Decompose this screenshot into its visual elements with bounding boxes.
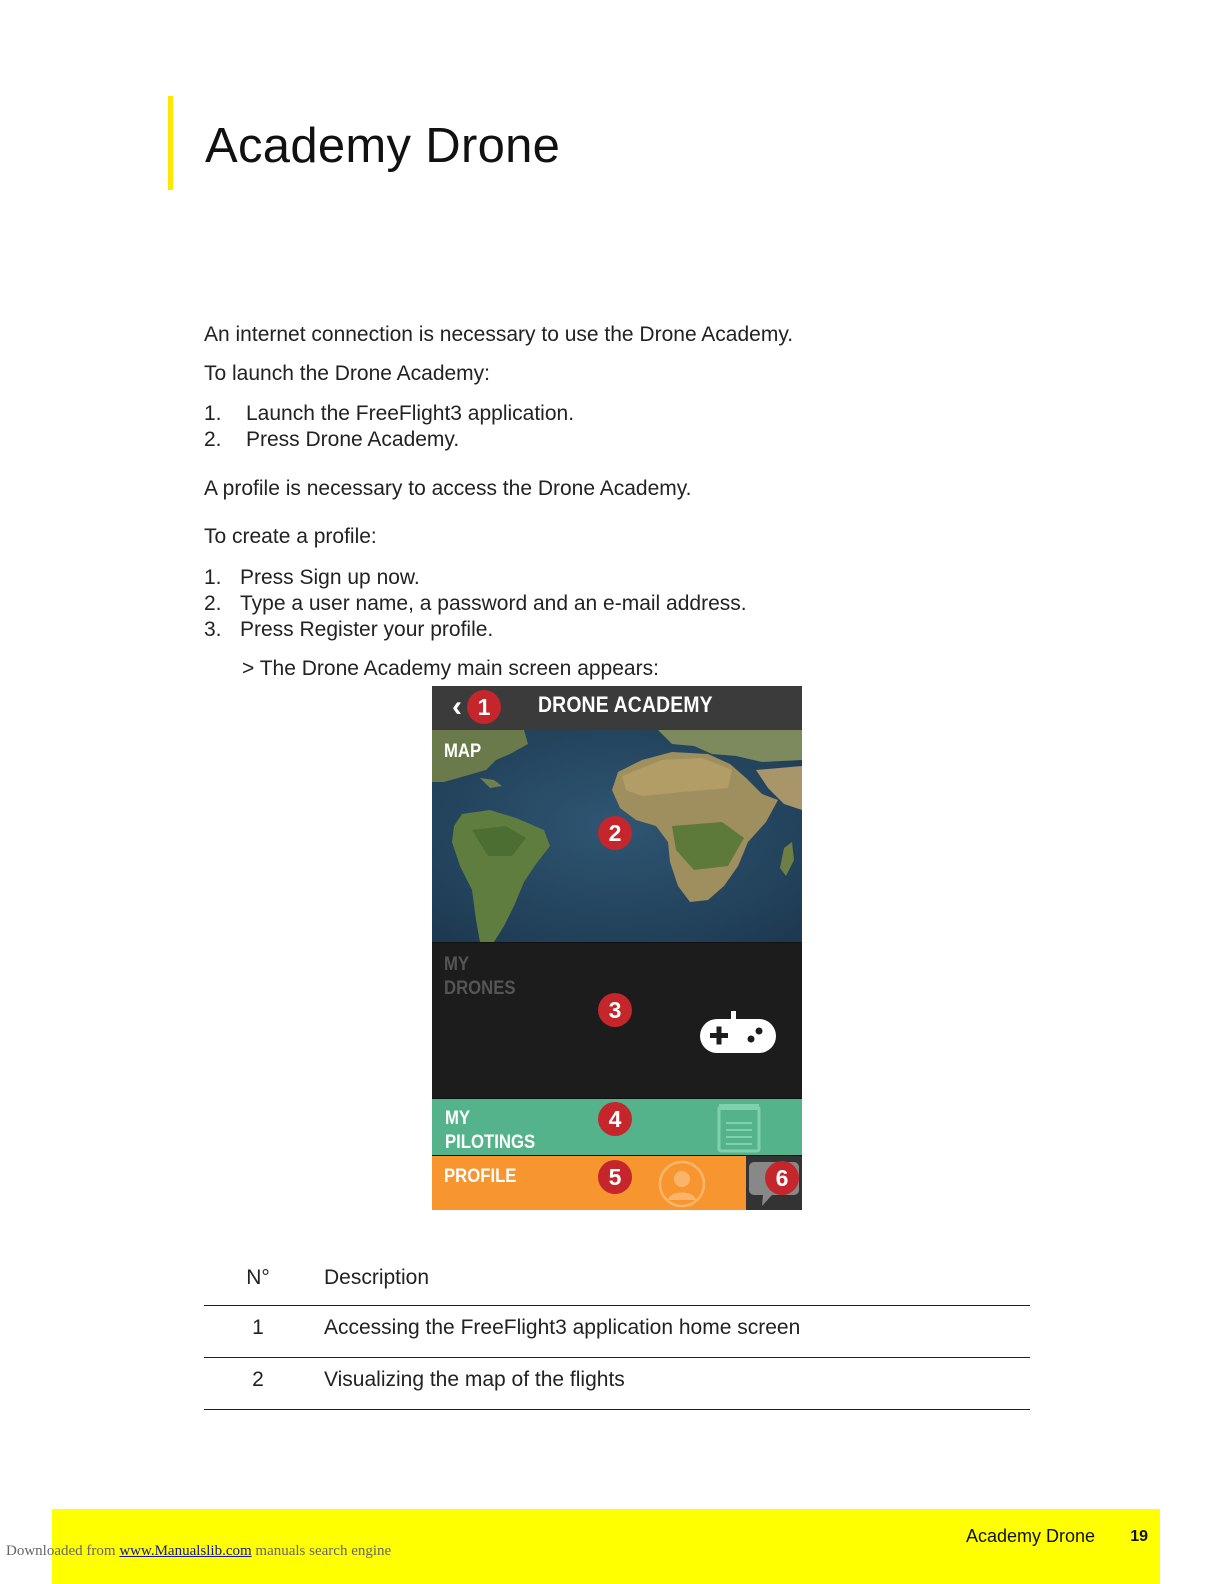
row-number: 2 bbox=[252, 1368, 264, 1391]
step-number: 3. bbox=[204, 618, 222, 641]
callout-badge-1: 1 bbox=[467, 690, 501, 724]
list-item bbox=[204, 591, 747, 617]
step-text: Type a user name, a password and an e-mail address. bbox=[240, 592, 747, 615]
user-avatar-icon bbox=[658, 1160, 706, 1208]
page-title: Academy Drone bbox=[205, 119, 561, 173]
app-title: DRONE ACADEMY bbox=[538, 692, 713, 717]
column-header-description: Description bbox=[324, 1266, 430, 1289]
step-number: 2. bbox=[204, 428, 222, 451]
download-suffix: manuals search engine bbox=[251, 1543, 392, 1559]
step-text: Press Sign up now. bbox=[240, 566, 420, 589]
profile-label: PROFILE bbox=[444, 1166, 517, 1187]
step-text: Launch the FreeFlight3 application. bbox=[246, 402, 575, 425]
page-number: 19 bbox=[1130, 1528, 1148, 1545]
row-number: 1 bbox=[252, 1316, 264, 1339]
row-description: Visualizing the map of the flights bbox=[324, 1368, 625, 1391]
profile-steps-list bbox=[204, 565, 747, 643]
step-number: 1. bbox=[204, 402, 222, 425]
callout-table bbox=[204, 1256, 1030, 1410]
profile-note: A profile is necessary to access the Drone Academy. bbox=[204, 477, 692, 500]
intro-line-2: To launch the Drone Academy: bbox=[204, 362, 491, 385]
gamepad-icon bbox=[698, 1009, 778, 1057]
callout-badge-2: 2 bbox=[598, 816, 632, 850]
column-header-number: N° bbox=[246, 1266, 270, 1289]
callout-badge-6: 6 bbox=[765, 1161, 799, 1195]
step-text: Press Register your profile. bbox=[240, 618, 494, 641]
result-line: > The Drone Academy main screen appears: bbox=[242, 657, 659, 680]
list-item bbox=[204, 401, 574, 427]
pilotings-label-line-1: MY bbox=[445, 1108, 471, 1129]
intro-line-1: An internet connection is necessary to use the Drone Academy. bbox=[204, 323, 794, 346]
map-panel[interactable] bbox=[432, 730, 802, 942]
pilotings-label-line-2: PILOTINGS bbox=[445, 1132, 536, 1153]
step-text: Press Drone Academy. bbox=[246, 428, 460, 451]
list-item bbox=[204, 427, 574, 453]
step-number: 2. bbox=[204, 592, 222, 615]
drones-label-line-2: DRONES bbox=[444, 978, 516, 999]
notepad-icon bbox=[716, 1101, 762, 1153]
footer-section-title: Academy Drone bbox=[965, 1526, 1095, 1546]
callout-badge-3: 3 bbox=[598, 993, 632, 1027]
title-accent-bar bbox=[168, 96, 173, 190]
download-notice bbox=[6, 1543, 391, 1560]
launch-steps-list bbox=[204, 401, 574, 453]
my-pilotings-panel[interactable] bbox=[432, 1099, 802, 1155]
list-item bbox=[204, 565, 747, 591]
drones-label-line-1: MY bbox=[444, 954, 470, 975]
my-drones-panel[interactable] bbox=[432, 943, 802, 1098]
table-header-row bbox=[204, 1256, 1030, 1306]
manualslib-link[interactable]: www.Manualslib.com bbox=[119, 1543, 252, 1559]
list-item bbox=[204, 617, 747, 643]
drone-academy-screenshot bbox=[432, 686, 802, 1210]
profile-panel[interactable] bbox=[432, 1156, 746, 1210]
callout-badge-5: 5 bbox=[598, 1160, 632, 1194]
table-row bbox=[204, 1306, 1030, 1358]
step-number: 1. bbox=[204, 566, 222, 589]
download-prefix: Downloaded from bbox=[6, 1543, 120, 1559]
row-description: Accessing the FreeFlight3 application home screen bbox=[324, 1316, 801, 1339]
table-row bbox=[204, 1358, 1030, 1410]
chat-panel[interactable] bbox=[746, 1156, 802, 1210]
map-label: MAP bbox=[444, 741, 482, 762]
callout-badge-4: 4 bbox=[598, 1102, 632, 1136]
create-profile-heading: To create a profile: bbox=[204, 525, 377, 548]
chevron-left-icon[interactable]: ‹ bbox=[452, 690, 462, 723]
